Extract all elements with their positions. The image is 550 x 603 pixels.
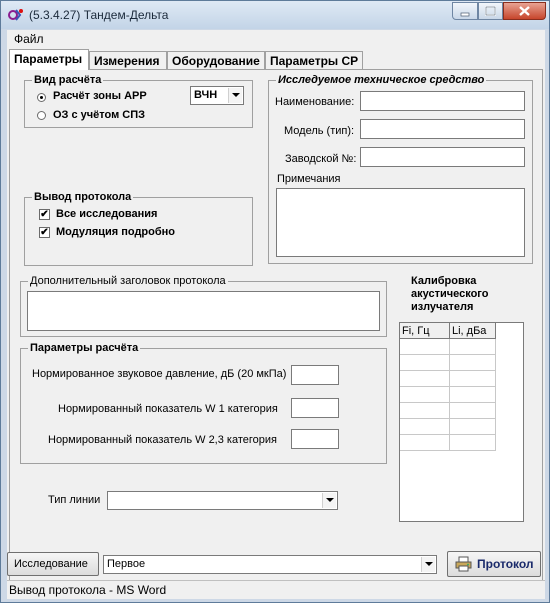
menu-file[interactable]: Файл	[14, 32, 44, 46]
tab-sr-parameters[interactable]: Параметры СР	[265, 51, 363, 69]
radio-oz-spz-label[interactable]: ОЗ с учётом СПЗ	[53, 109, 146, 121]
protocol-button[interactable]	[447, 551, 541, 577]
radio-calc-zone[interactable]	[37, 93, 46, 102]
calc-type-title: Вид расчёта	[34, 74, 102, 86]
device-notes-textarea[interactable]	[276, 188, 525, 257]
device-title: Исследуемое техническое средство	[278, 74, 485, 86]
calc-type-combo-value: ВЧН	[194, 89, 218, 101]
calc-type-group	[24, 74, 253, 128]
extra-header-group	[20, 275, 387, 337]
grid-cell[interactable]	[400, 387, 450, 403]
device-serial-input[interactable]	[360, 147, 525, 167]
calibration-title: Калибровка акустического излучателя	[411, 275, 489, 313]
w23-label: Нормированный показатель W 2,3 категория	[48, 434, 277, 446]
grid-cell[interactable]	[450, 371, 496, 387]
chevron-down-icon[interactable]	[228, 88, 242, 103]
device-notes-label: Примечания	[277, 173, 341, 185]
close-button[interactable]	[503, 2, 546, 20]
checkbox-all-research[interactable]: ✔	[40, 209, 49, 220]
protocol-output-group	[24, 191, 253, 266]
grid-cell[interactable]	[450, 355, 496, 371]
research-label-box	[7, 552, 99, 576]
calc-params-title: Параметры расчёта	[30, 342, 139, 354]
device-group	[268, 74, 533, 264]
w1-label: Нормированный показатель W 1 категория	[58, 403, 278, 415]
checkbox-modulation[interactable]: ✔	[40, 227, 49, 238]
research-label: Исследование	[14, 558, 88, 570]
pressure-label: Нормированное звуковое давление, дБ (20 мкПа)	[32, 368, 287, 380]
grid-cell[interactable]	[400, 419, 450, 435]
line-type-label: Тип линии	[48, 494, 101, 506]
line-type-combo[interactable]	[107, 491, 338, 510]
calc-params-group	[20, 342, 387, 464]
extra-header-title: Дополнительный заголовок протокола	[30, 275, 226, 287]
radio-calc-zone-label[interactable]: Расчёт зоны АРР	[53, 90, 147, 102]
device-model-label: Модель (тип):	[284, 125, 355, 137]
device-model-input[interactable]	[360, 119, 525, 139]
tab-equipment[interactable]: Оборудование	[167, 51, 265, 69]
maximize-icon	[479, 3, 502, 19]
grid-cell[interactable]	[400, 355, 450, 371]
chevron-down-icon[interactable]	[421, 557, 435, 572]
chevron-down-icon[interactable]	[322, 493, 336, 508]
protocol-button-label: Протокол	[477, 557, 534, 571]
grid-header-level: Li, дБа	[450, 323, 496, 339]
research-value: Первое	[107, 558, 146, 570]
close-icon	[504, 3, 545, 19]
title-bar[interactable]	[1, 1, 549, 29]
checkbox-modulation-label[interactable]: Модуляция подробно	[56, 226, 176, 238]
grid-cell[interactable]	[450, 403, 496, 419]
pressure-input[interactable]	[291, 365, 339, 385]
device-serial-label: Заводской №:	[285, 153, 357, 165]
grid-cell[interactable]	[450, 339, 496, 355]
grid-cell[interactable]	[400, 371, 450, 387]
tab-parameters[interactable]: Параметры	[9, 49, 89, 70]
minimize-icon	[453, 3, 477, 19]
tab-measurements[interactable]: Измерения	[89, 51, 167, 69]
research-combo[interactable]	[103, 555, 437, 574]
grid-cell[interactable]	[450, 387, 496, 403]
minimize-button[interactable]	[452, 2, 478, 20]
window-title: (5.3.4.27) Тандем-Дельта	[29, 8, 169, 22]
device-name-label: Наименование:	[275, 96, 355, 108]
menu-bar	[7, 30, 545, 48]
status-bar	[7, 580, 545, 599]
grid-cell[interactable]	[450, 419, 496, 435]
client-area	[7, 48, 545, 596]
grid-header-freq: Fi, Гц	[400, 323, 450, 339]
protocol-output-title: Вывод протокола	[34, 191, 132, 203]
grid-cell[interactable]	[400, 435, 450, 451]
grid-cell[interactable]	[400, 403, 450, 419]
checkbox-all-research-label[interactable]: Все исследования	[56, 208, 158, 220]
radio-oz-spz[interactable]	[37, 111, 46, 120]
status-text: Вывод протокола - MS Word	[9, 583, 167, 597]
w23-input[interactable]	[291, 429, 339, 449]
w1-input[interactable]	[291, 398, 339, 418]
maximize-button[interactable]	[478, 2, 503, 20]
grid-cell[interactable]	[450, 435, 496, 451]
printer-icon	[455, 556, 473, 572]
app-icon	[7, 7, 25, 23]
extra-header-input[interactable]	[27, 291, 380, 331]
grid-cell[interactable]	[400, 339, 450, 355]
calc-type-combo[interactable]	[190, 86, 244, 105]
calibration-grid[interactable]	[399, 322, 524, 522]
device-name-input[interactable]	[360, 91, 525, 111]
